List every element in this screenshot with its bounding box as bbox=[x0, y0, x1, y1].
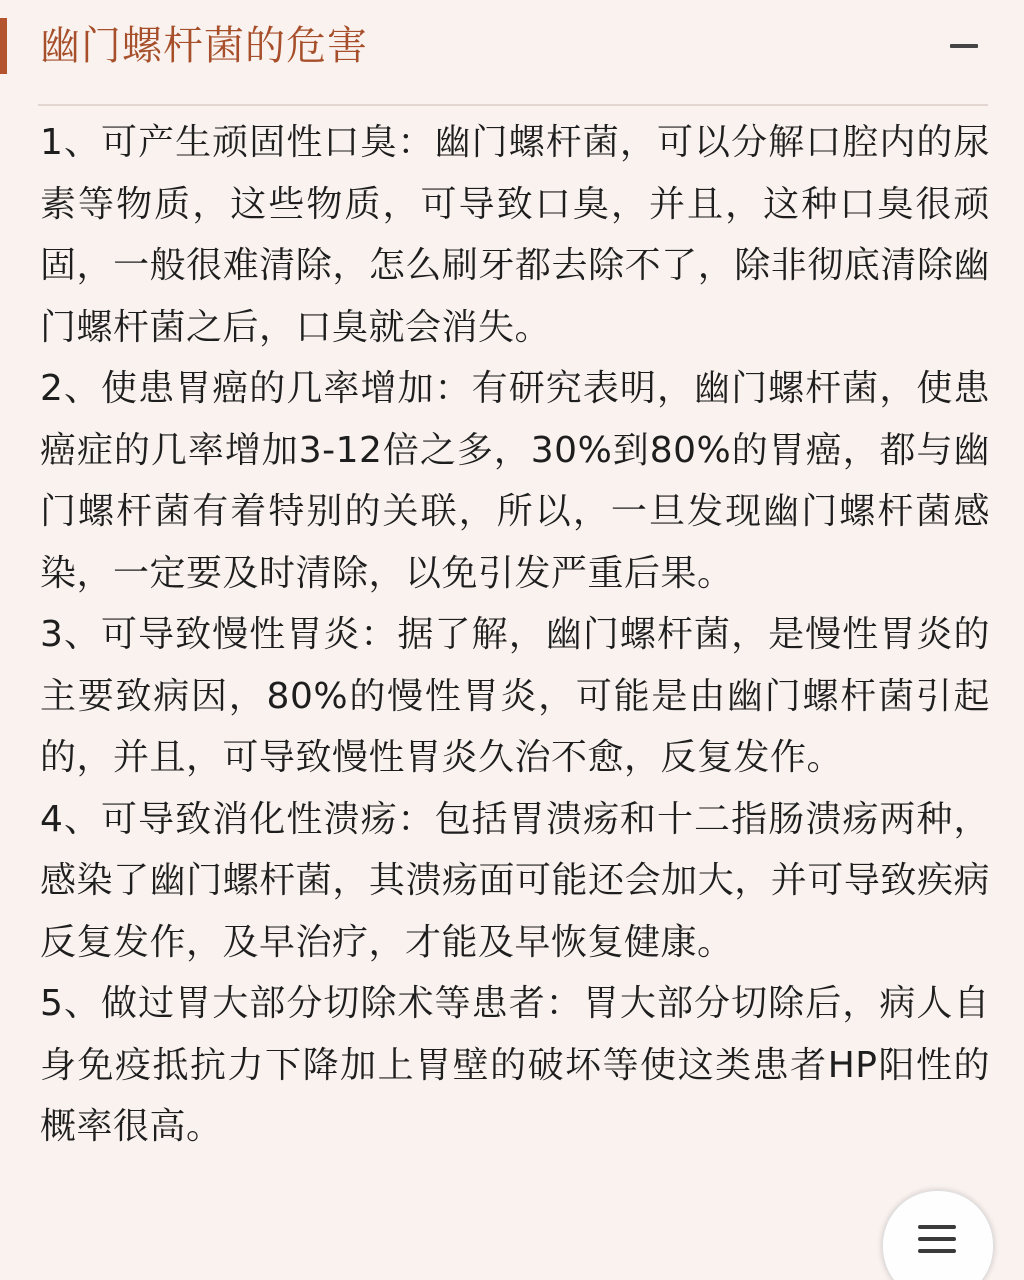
section-title: 幽门螺杆菌的危害 bbox=[40, 23, 368, 69]
paragraph-5: 5、做过胃大部分切除术等患者：胃大部分切除后，病人自身免疫抵抗力下降加上胃壁的破坏等使这类患者HP阳性的概率很高。 bbox=[40, 983, 990, 1147]
paragraph-3: 3、可导致慢性胃炎：据了解，幽门螺杆菌，是慢性胃炎的主要致病因，80%的慢性胃炎，可能是由幽门螺杆菌引起的，并且，可导致慢性胃炎久治不愈，反复发作。 bbox=[40, 614, 990, 778]
header-divider bbox=[38, 104, 988, 106]
paragraph-2: 2、使患胃癌的几率增加：有研究表明，幽门螺杆菌，使患癌症的几率增加3-12倍之多，30%到80%的胃癌，都与幽门螺杆菌有着特别的关联，所以，一旦发现幽门螺杆菌感染，一定要及时清除，以免引发严重后果。 bbox=[40, 368, 990, 594]
paragraph-1: 1、可产生顽固性口臭：幽门螺杆菌，可以分解口腔内的尿素等物质，这些物质，可导致口臭，并且，这种口臭很顽固，一般很难清除，怎么刷牙都去除不了，除非彻底清除幽门螺杆菌之后，口臭就会消失。 bbox=[40, 122, 990, 348]
minus-icon[interactable] bbox=[950, 44, 978, 48]
section-accent-bar bbox=[0, 18, 7, 74]
floating-menu-button[interactable] bbox=[882, 1190, 994, 1280]
article-content bbox=[40, 112, 990, 1158]
paragraph-4: 4、可导致消化性溃疡：包括胃溃疡和十二指肠溃疡两种，感染了幽门螺杆菌，其溃疡面可能还会加大，并可导致疾病反复发作，及早治疗，才能及早恢复健康。 bbox=[40, 798, 990, 963]
